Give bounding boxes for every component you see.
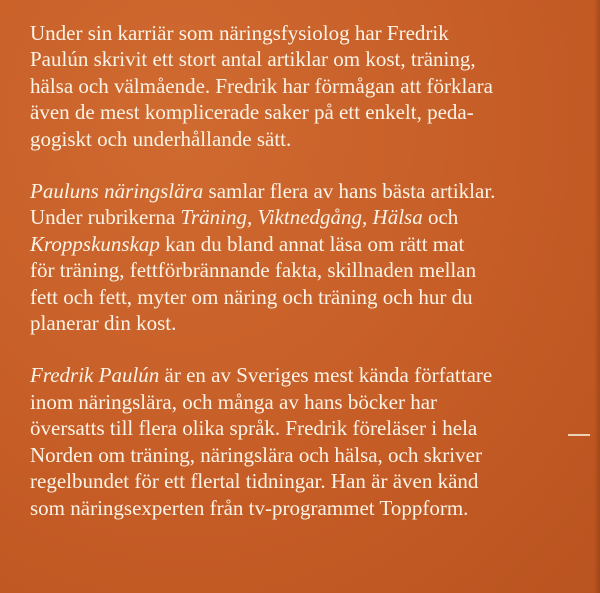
text-line: inom näringslära, och många av hans böcker har bbox=[30, 389, 438, 414]
paragraph-1 bbox=[30, 20, 580, 152]
text-line: gogiskt och underhållande sätt. bbox=[30, 126, 292, 151]
text-line: Under rubrikerna Träning, Viktnedgång, Hälsa och bbox=[30, 205, 459, 230]
section-names: Träning, Viktnedgång, Hälsa bbox=[180, 205, 423, 230]
text-line: hälsa och välmående. Fredrik har förmågan att förklara bbox=[30, 73, 493, 98]
page-edge-shadow bbox=[594, 0, 600, 593]
decorative-dash bbox=[568, 434, 590, 436]
text-line: fett och fett, myter om näring och träning och hur du bbox=[30, 284, 473, 309]
text-line: översatts till flera olika språk. Fredrik föreläser i hela bbox=[30, 416, 478, 441]
paragraph-2 bbox=[30, 178, 580, 336]
text-line: Pauluns näringslära samlar flera av hans bästa artiklar. bbox=[30, 179, 496, 204]
section-name: Kroppskunskap bbox=[30, 231, 160, 256]
text-line: för träning, fettförbrännande fakta, skillnaden mellan bbox=[30, 258, 477, 283]
paragraph-3 bbox=[30, 362, 580, 520]
text-line: Under sin karriär som näringsfysiolog har Fredrik bbox=[30, 21, 449, 45]
text-line: Paulún skrivit ett stort antal artiklar om kost, träning, bbox=[30, 47, 476, 72]
text-line: som näringsexperten från tv-programmet Toppform. bbox=[30, 495, 469, 520]
text-line: planerar din kost. bbox=[30, 311, 177, 336]
author-name: Fredrik Paulún bbox=[30, 363, 160, 388]
text-line: även de mest komplicerade saker på ett enkelt, peda- bbox=[30, 100, 474, 125]
text-line: Kroppskunskap kan du bland annat läsa om rätt mat bbox=[30, 231, 465, 256]
text-line: Fredrik Paulún är en av Sveriges mest kända författare bbox=[30, 363, 493, 388]
book-title: Pauluns näringslära bbox=[30, 179, 204, 204]
text-line: regelbundet för ett flertal tidningar. Han är även känd bbox=[30, 469, 479, 494]
text-line: Norden om träning, näringslära och hälsa, och skriver bbox=[30, 442, 482, 467]
